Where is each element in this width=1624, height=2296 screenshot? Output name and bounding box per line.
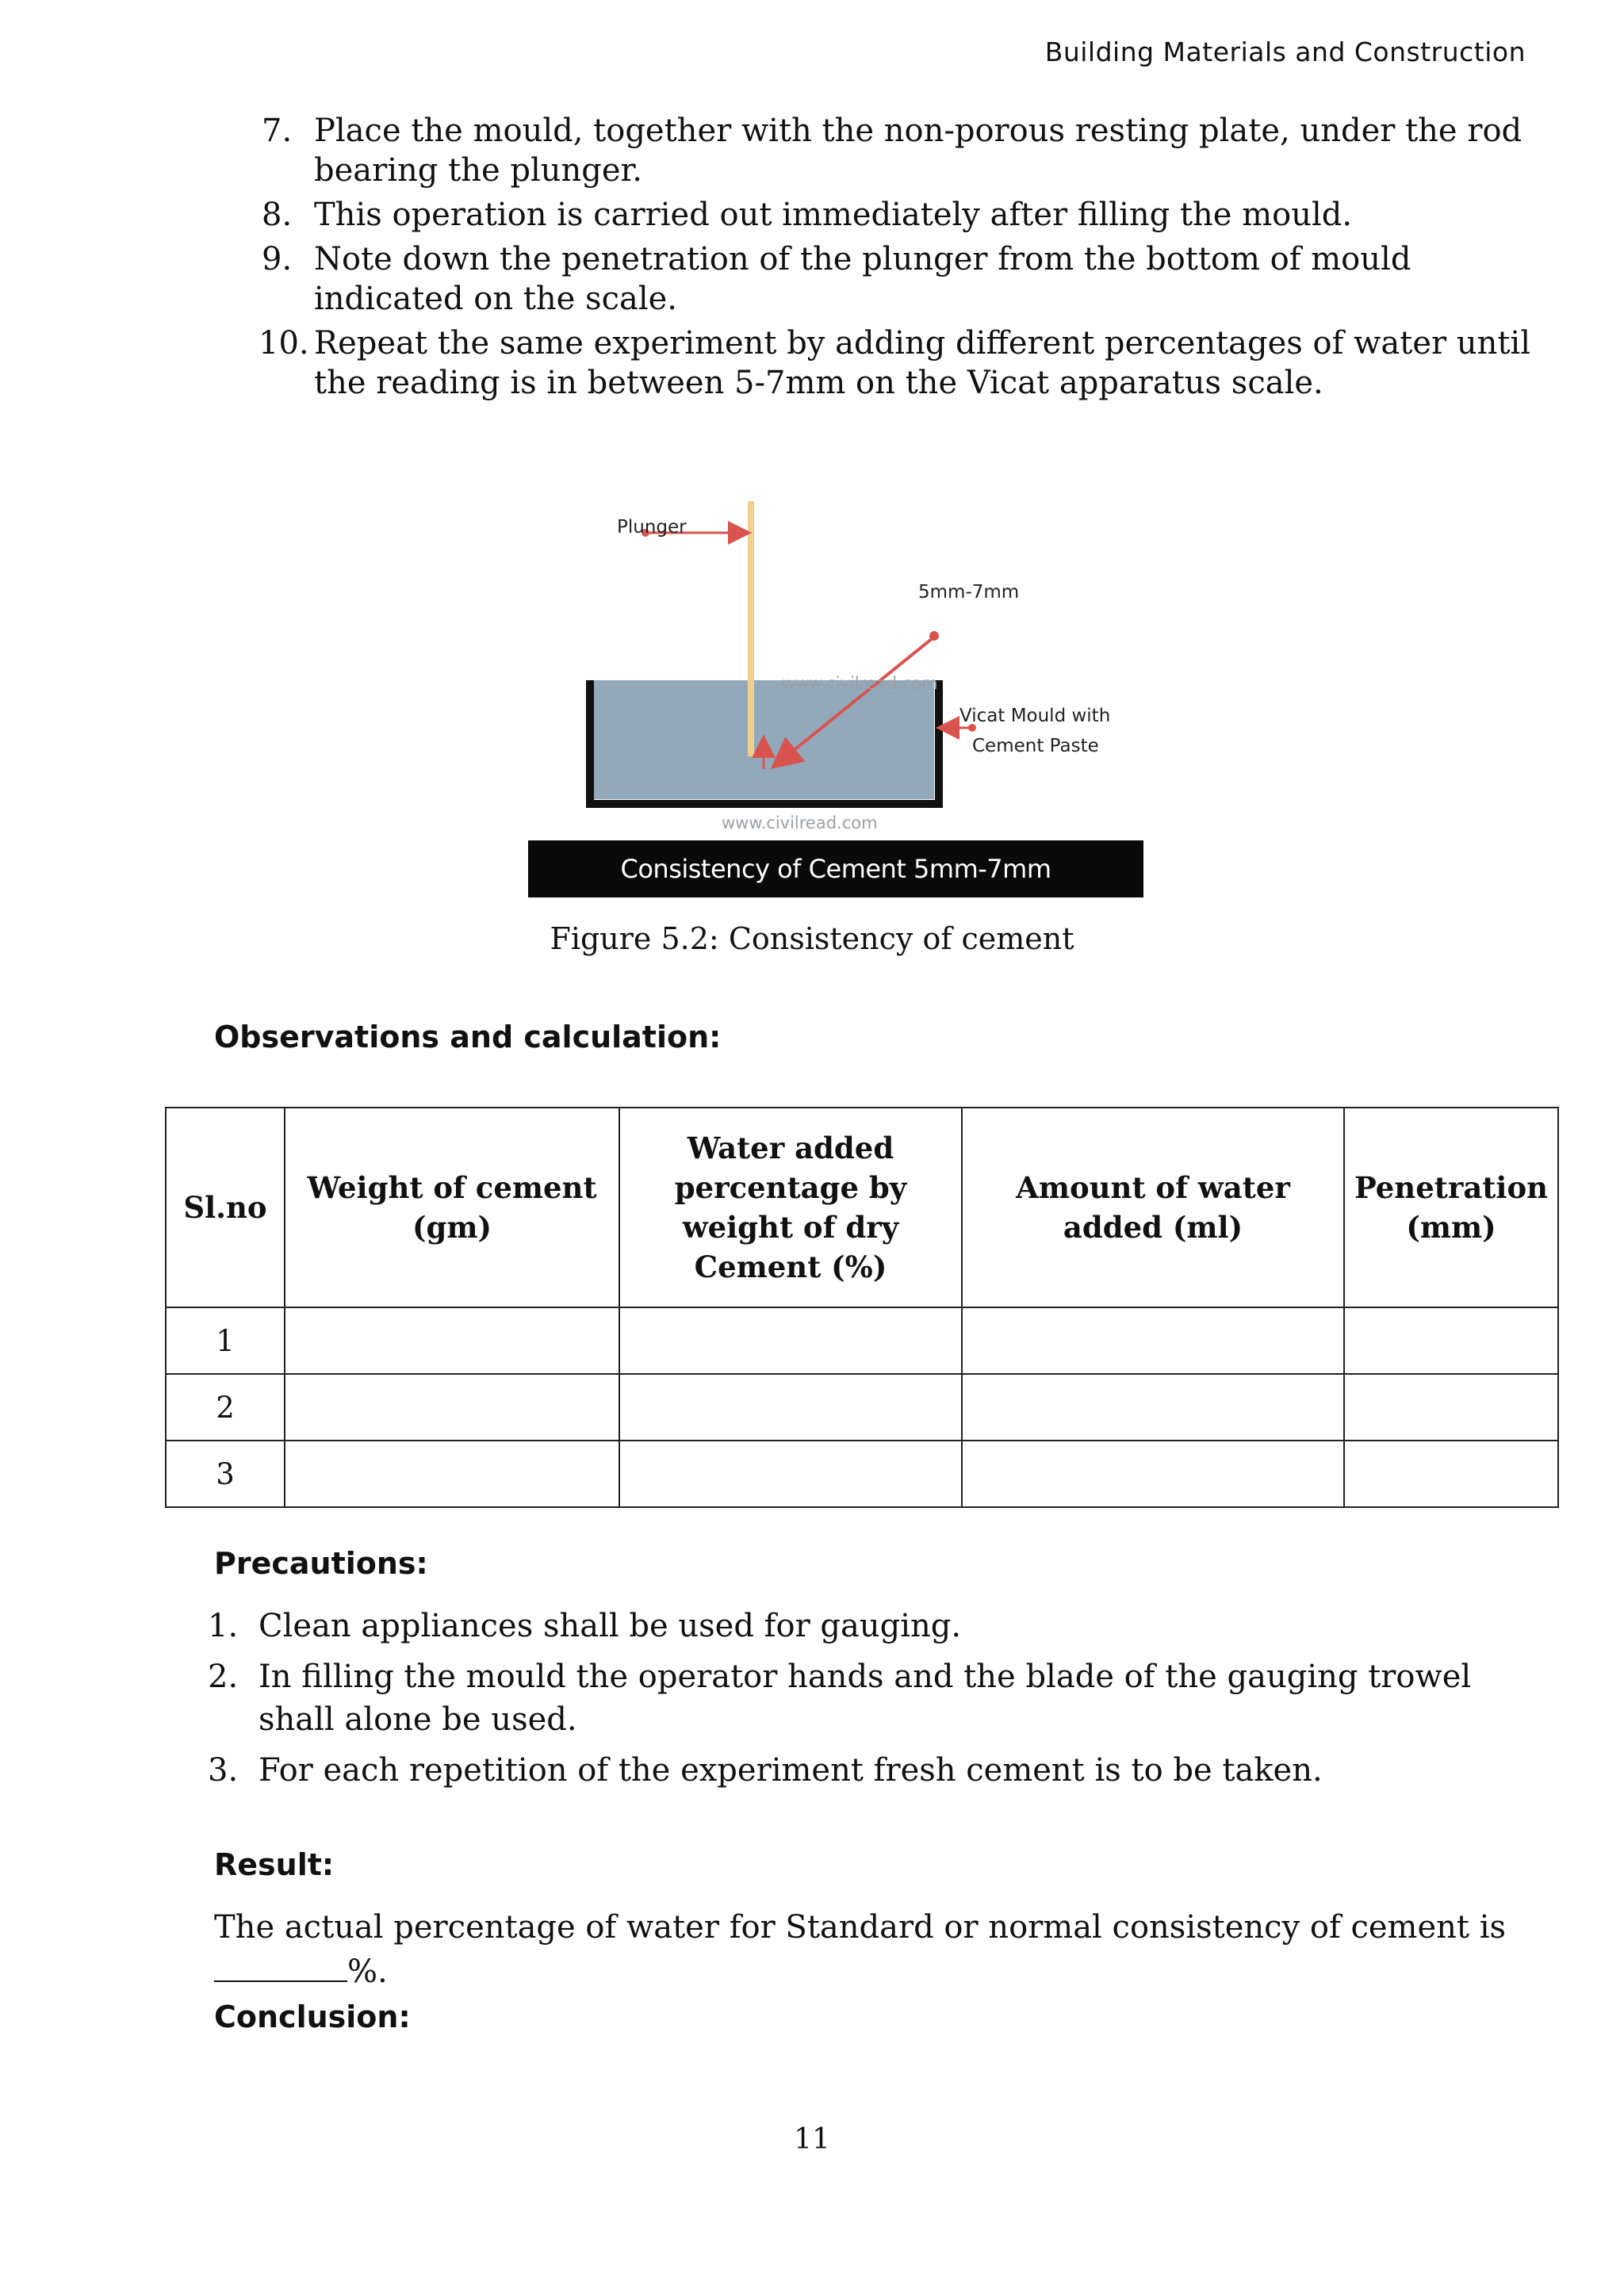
plunger-rod [748, 501, 754, 756]
procedure-step [262, 195, 1546, 235]
table-cell [619, 1441, 962, 1507]
step-number: 9. [262, 241, 293, 277]
precaution-number: 3. [208, 1752, 239, 1789]
table-cell: 1 [166, 1307, 285, 1374]
precaution-item [208, 1605, 1540, 1647]
plunger-label: Plunger [617, 517, 687, 538]
table-cell [962, 1374, 1344, 1441]
column-header: Weight of cement (gm) [285, 1108, 619, 1307]
column-header: Water added percentage by weight of dry Cement (%) [619, 1108, 962, 1307]
step-text: Note down the penetration of the plunger from the bottom of mould indicated on the scale. [314, 241, 1411, 317]
step-text: This operation is carried out immediately after filling the mould. [314, 197, 1353, 233]
table-cell [285, 1441, 619, 1507]
vicat-figure [528, 484, 1143, 902]
precaution-text: For each repetition of the experiment fresh cement is to be taken. [259, 1752, 1323, 1789]
precautions-heading: Precautions: [214, 1546, 428, 1581]
table-cell [619, 1307, 962, 1374]
procedure-step [262, 111, 1546, 190]
result-text-after: %. [347, 1954, 388, 1990]
result-blank [214, 1949, 347, 1982]
table-row [166, 1441, 1558, 1507]
observations-table [165, 1107, 1559, 1508]
precaution-text: Clean appliances shall be used for gauging. [259, 1608, 962, 1644]
precaution-item [208, 1749, 1540, 1792]
observations-heading: Observations and calculation: [214, 1020, 722, 1054]
step-number: 10. [259, 325, 309, 362]
precaution-number: 1. [208, 1608, 239, 1644]
table-cell [962, 1307, 1344, 1374]
watermark-bottom: www.civilread.com [722, 813, 878, 832]
page-number: 11 [794, 2123, 830, 2156]
procedure-step [262, 239, 1546, 319]
table-cell [285, 1307, 619, 1374]
table-header-row [166, 1108, 1558, 1307]
figure-banner: Consistency of Cement 5mm-7mm [528, 840, 1143, 897]
running-header: Building Materials and Construction [1044, 36, 1526, 67]
table-cell: 2 [166, 1374, 285, 1441]
table-cell [619, 1374, 962, 1441]
table-cell: 3 [166, 1441, 285, 1507]
column-header: Sl.no [166, 1108, 285, 1307]
table-cell [1344, 1307, 1558, 1374]
table-row [166, 1307, 1558, 1374]
figure-caption: Figure 5.2: Consistency of cement [550, 921, 1074, 956]
conclusion-heading: Conclusion: [214, 1999, 411, 2034]
column-header: Amount of water added (ml) [962, 1108, 1344, 1307]
precaution-text: In filling the mould the operator hands and the blade of the gauging trowel shall alone be used. [259, 1659, 1472, 1738]
table-cell [1344, 1441, 1558, 1507]
step-number: 8. [262, 197, 293, 233]
table-cell [285, 1374, 619, 1441]
result-statement [214, 1906, 1578, 1993]
table-row [166, 1374, 1558, 1441]
procedure-step [259, 323, 1546, 403]
procedure-steps-list [259, 111, 1546, 408]
step-text: Place the mould, together with the non-porous resting plate, under the rod bearing the plunger. [314, 113, 1522, 189]
range-label: 5mm-7mm [918, 582, 1020, 603]
result-heading: Result: [214, 1847, 335, 1882]
precaution-number: 2. [208, 1659, 239, 1695]
table-cell [1344, 1374, 1558, 1441]
step-text: Repeat the same experiment by adding different percentages of water until the reading is in between 5-7mm on the Vicat apparatus scale. [314, 325, 1531, 401]
mould-label-line1: Vicat Mould with [959, 706, 1111, 726]
column-header: Penetration (mm) [1344, 1108, 1558, 1307]
precautions-list [208, 1605, 1540, 1800]
table-cell [962, 1441, 1344, 1507]
mould-label-line2: Cement Paste [972, 736, 1099, 756]
watermark-top: www.civilread.com [782, 674, 938, 693]
result-text-before: The actual percentage of water for Standard or normal consistency of cement is [214, 1909, 1507, 1946]
precaution-item [208, 1655, 1540, 1741]
step-number: 7. [262, 113, 293, 149]
